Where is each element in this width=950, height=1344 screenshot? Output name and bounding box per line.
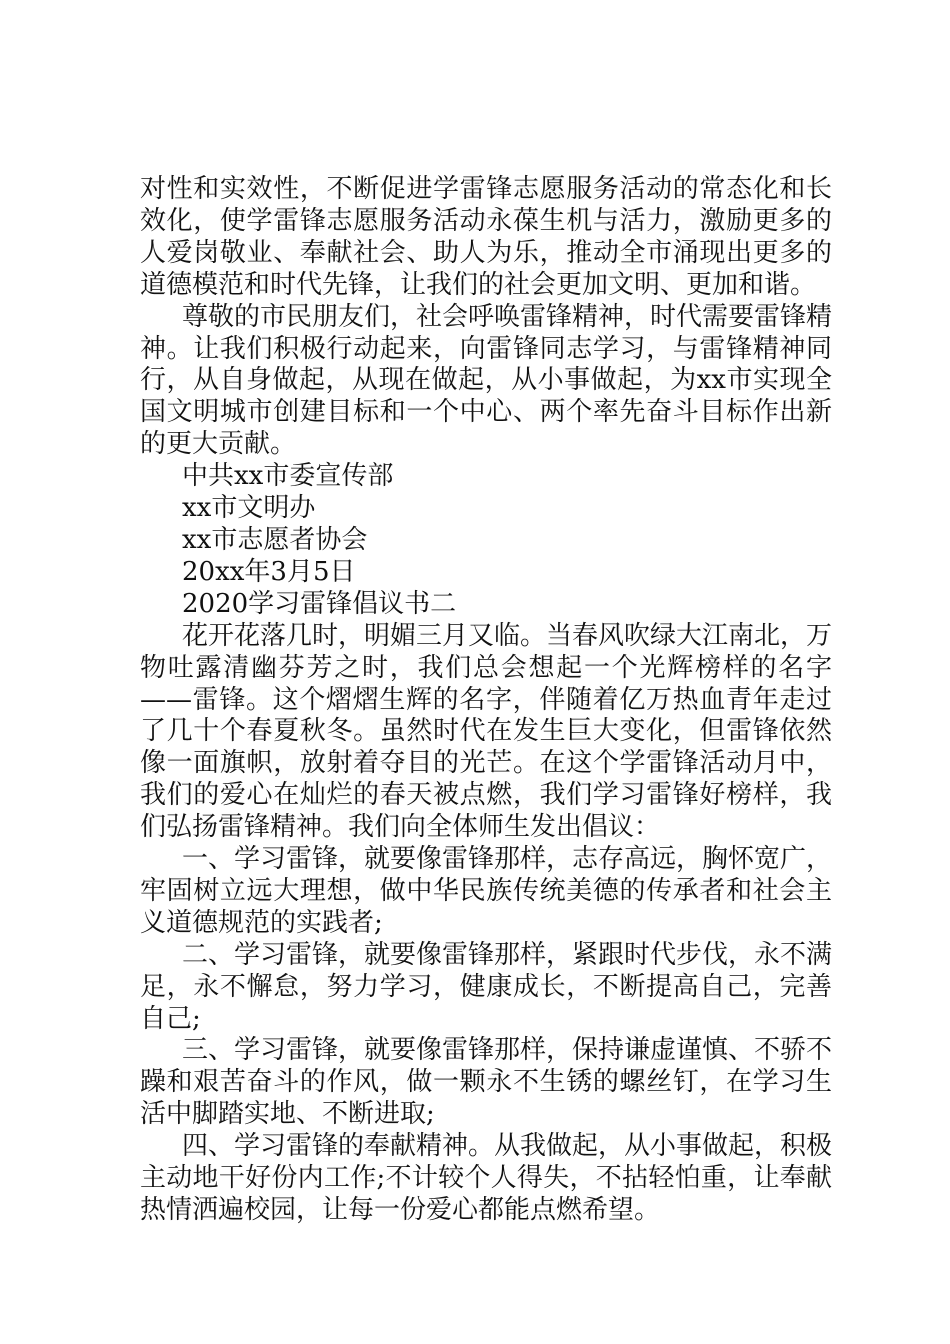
proposal-item-3: 三、学习雷锋，就要像雷锋那样，保持谦虚谨慎、不骄不躁和艰苦奋斗的作风，做一颗永不生锈的螺丝钉，在学习生活中脚踏实地、不断进取; (140, 1035, 833, 1130)
signature-publicity-dept: 中共xx市委宣传部 (182, 461, 394, 492)
appeal-paragraph: 尊敬的市民朋友们，社会呼唤雷锋精神，时代需要雷锋精神。让我们积极行动起来，向雷锋同志学习，与雷锋精神同行，从自身做起，从现在做起，从小事做起，为xx市实现全国文明城市创建目标和一个中心、两个率先奋斗目标作出新的更大贡献。 (140, 301, 833, 460)
document-date: 20xx年3月5日 (182, 556, 356, 587)
proposal-item-4: 四、学习雷锋的奉献精神。从我做起，从小事做起，积极主动地干好份内工作;不计较个人得失，不拈轻怕重，让奉献热情洒遍校园，让每一份爱心都能点燃希望。 (140, 1131, 833, 1225)
signature-civilization-office: xx市文明办 (182, 493, 316, 524)
signature-volunteer-association: xx市志愿者协会 (182, 524, 368, 555)
proposal-item-1: 一、学习雷锋，就要像雷锋那样，志存高远，胸怀宽广，牢固树立远大理想，做中华民族传统美德的传承者和社会主义道德规范的实践者; (140, 844, 833, 938)
intro-tail-paragraph: 对性和实效性，不断促进学雷锋志愿服务活动的常态化和长效化，使学雷锋志愿服务活动永葆生机与活力，激励更多的人爱岗敬业、奉献社会、助人为乐，推动全市涌现出更多的道德模范和时代先锋，让我们的社会更加文明、更加和谐。 (140, 174, 832, 300)
proposal-item-2: 二、学习雷锋，就要像雷锋那样，紧跟时代步伐，永不满足，永不懈怠，努力学习，健康成长，不断提高自己，完善自己; (140, 939, 833, 1034)
second-intro-paragraph: 花开花落几时，明媚三月又临。当春风吹绿大江南北，万物吐露清幽芬芳之时，我们总会想起一个光辉榜样的名字——雷锋。这个熠熠生辉的名字，伴随着亿万热血青年走过了几十个春夏秋冬。虽然时代在发生巨大变化，但雷锋依然像一面旗帜，放射着夺目的光芒。在这个学雷锋活动月中，我们的爱心在灿烂的春天被点燃，我们学习雷锋好榜样，我们弘扬雷锋精神。我们向全体师生发出倡议： (140, 620, 833, 843)
document-body (140, 174, 832, 1227)
second-proposal-title: 2020学习雷锋倡议书二 (182, 588, 457, 619)
